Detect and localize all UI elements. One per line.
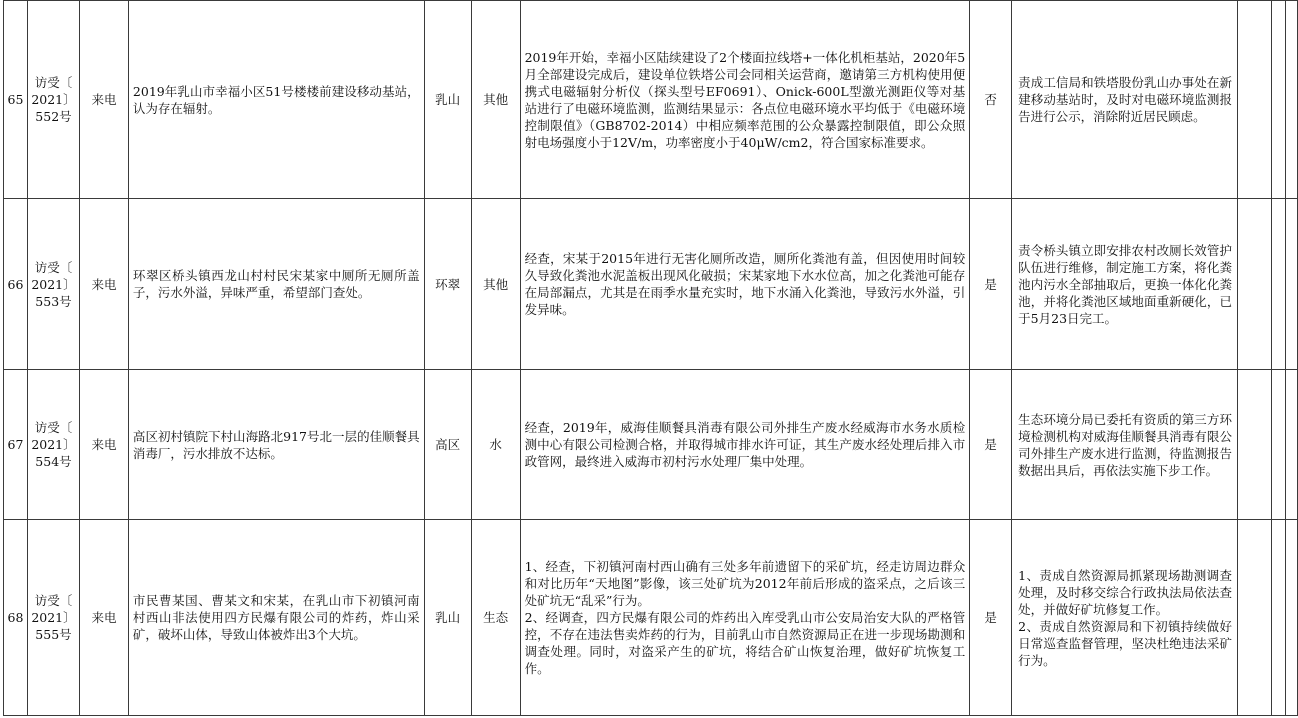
complaint-cell: 环翠区桥头镇西龙山村村民宋某家中厕所无厕所盖子，污水外溢，异味严重，希望部门查处。 <box>128 199 424 370</box>
empty-cell <box>1237 370 1271 520</box>
category-cell: 其他 <box>471 199 520 370</box>
category-cell: 水 <box>471 370 520 520</box>
channel-cell: 来电 <box>79 1 128 199</box>
petition-table <box>3 0 1298 716</box>
findings-cell: 1、经查，下初镇河南村西山确有三处多年前遗留下的采矿坑，经走访周边群众和对比历年“天地图”影像，该三处矿坑为2012年前后形成的盗采点，之后该三处矿坑无“乱采”行为。 2、经调查，四方民爆有限公司的炸药出入库受乳山市公安局治安大队的严格管控，不存在违法售卖炸药的行为，目前乳山市自然资源局正在进一步现场勘测和调查处理。同时，对盗采产生的矿坑，将结合矿山恢复治理，做好矿坑恢复工作。 <box>520 520 970 716</box>
empty-cell <box>1271 520 1285 716</box>
district-cell: 乳山 <box>424 1 471 199</box>
district-cell: 环翠 <box>424 199 471 370</box>
findings-cell: 经查，2019年，威海佳顺餐具消毒有限公司外排生产废水经威海市水务水质检测中心有限公司检测合格，并取得城市排水许可证，其生产废水经处理后排入市政管网，最终进入威海市初村污水处理厂集中处理。 <box>520 370 970 520</box>
handling-cell: 责令桥头镇立即安排农村改厕长效管护队伍进行维修，制定施工方案，将化粪池内污水全部抽取后，更换一体化化粪池，并将化粪池区域地面重新硬化，已于5月23日完工。 <box>1012 199 1238 370</box>
table-row <box>4 199 1298 370</box>
district-cell: 高区 <box>424 370 471 520</box>
empty-cell <box>1285 370 1297 520</box>
verified-cell: 否 <box>970 1 1012 199</box>
district-cell: 乳山 <box>424 520 471 716</box>
empty-cell <box>1285 520 1297 716</box>
row-number: 67 <box>4 370 28 520</box>
verified-cell: 是 <box>970 199 1012 370</box>
table-row <box>4 1 1298 199</box>
empty-cell <box>1285 199 1297 370</box>
handling-cell: 责成工信局和铁塔股份乳山办事处在新建移动基站时，及时对电磁环境监测报告进行公示，消除附近居民顾虑。 <box>1012 1 1238 199</box>
case-id: 访受〔 2021〕 554号 <box>27 370 79 520</box>
row-number: 66 <box>4 199 28 370</box>
category-cell: 生态 <box>471 520 520 716</box>
category-cell: 其他 <box>471 1 520 199</box>
case-id: 访受〔 2021〕 553号 <box>27 199 79 370</box>
findings-cell: 经查，宋某于2015年进行无害化厕所改造，厕所化粪池有盖，但因使用时间较久导致化粪池水泥盖板出现风化破损；宋某家地下水水位高，加之化粪池可能存在局部漏点，尤其是在雨季水量充实时，地下水涌入化粪池，导致污水外溢，引发异味。 <box>520 199 970 370</box>
case-id: 访受〔 2021〕 555号 <box>27 520 79 716</box>
empty-cell <box>1285 1 1297 199</box>
complaint-cell: 高区初村镇院下村山海路北917号北一层的佳顺餐具消毒厂，污水排放不达标。 <box>128 370 424 520</box>
case-id: 访受〔 2021〕 552号 <box>27 1 79 199</box>
row-number: 68 <box>4 520 28 716</box>
verified-cell: 是 <box>970 520 1012 716</box>
row-number: 65 <box>4 1 28 199</box>
empty-cell <box>1237 199 1271 370</box>
empty-cell <box>1271 199 1285 370</box>
verified-cell: 是 <box>970 370 1012 520</box>
complaint-cell: 2019年乳山市幸福小区51号楼楼前建设移动基站，认为存在辐射。 <box>128 1 424 199</box>
empty-cell <box>1271 370 1285 520</box>
channel-cell: 来电 <box>79 370 128 520</box>
channel-cell: 来电 <box>79 520 128 716</box>
channel-cell: 来电 <box>79 199 128 370</box>
empty-cell <box>1271 1 1285 199</box>
table-row <box>4 370 1298 520</box>
complaint-cell: 市民曹某国、曹某文和宋某，在乳山市下初镇河南村西山非法使用四方民爆有限公司的炸药，炸山采矿，破坏山体，导致山体被炸出3个大坑。 <box>128 520 424 716</box>
handling-cell: 生态环境分局已委托有资质的第三方环境检测机构对威海佳顺餐具消毒有限公司外排生产废水进行监测，待监测报告数据出具后，再依法实施下步工作。 <box>1012 370 1238 520</box>
findings-cell: 2019年开始，幸福小区陆续建设了2个楼面拉线塔+一体化机柜基站，2020年5月全部建设完成后，建设单位铁塔公司会同相关运营商，邀请第三方机构使用便携式电磁辐射分析仪（探头型号EF0691）、Onick-600L型激光测距仪等对基站进行了电磁环境监测，监测结果显示：各点位电磁环境水平均低于《电磁环境控制限值》（GB8702-2014）中相应频率范围的公众暴露控制限值，即公众照射电场强度小于12V/m，功率密度小于40μW/cm2，符合国家标准要求。 <box>520 1 970 199</box>
empty-cell <box>1237 1 1271 199</box>
table-row <box>4 520 1298 716</box>
handling-cell: 1、责成自然资源局抓紧现场勘测调查处理，及时移交综合行政执法局依法查处，并做好矿坑修复工作。 2、责成自然资源局和下初镇持续做好日常巡查监督管理，坚决杜绝违法采矿行为。 <box>1012 520 1238 716</box>
empty-cell <box>1237 520 1271 716</box>
